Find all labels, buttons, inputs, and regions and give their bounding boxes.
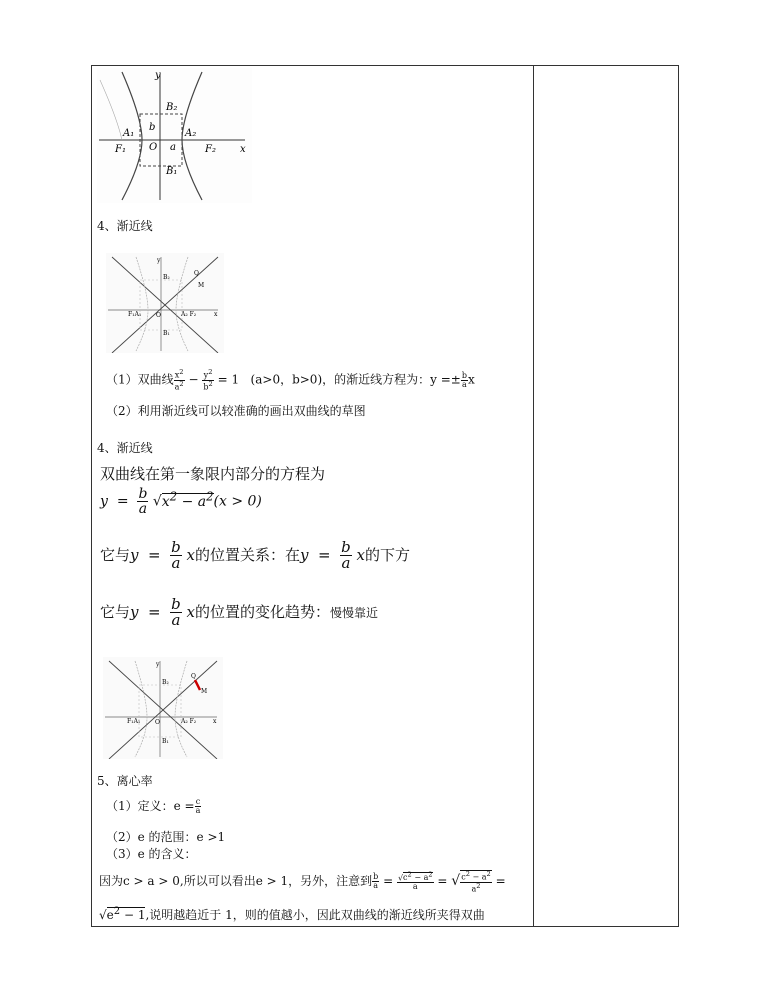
fig1-label-F1: F₁ <box>115 144 126 155</box>
fig1-label-F2: F₂ <box>205 144 216 155</box>
section-5-item-3: （3）e 的含义： <box>106 847 197 861</box>
fig2-label-F1A1: F₁A₁ <box>128 311 142 318</box>
asymptote-figure-1 <box>106 253 224 353</box>
fig3-label-M: M <box>201 688 208 695</box>
hyperbola-figure-1 <box>97 68 252 203</box>
section-4b-heading: 4、渐近线 <box>97 441 153 455</box>
fig3-label-B2: B₂ <box>162 679 169 686</box>
section-5-item-1: （1）定义：e = $\frac{c}{a}$ <box>106 797 201 815</box>
table-column-divider <box>533 65 534 927</box>
section-4a-heading: 4、渐近线 <box>97 219 153 233</box>
fig2-label-A2F2: A₂ F₂ <box>181 311 197 318</box>
section-4a-item-1: （1）双曲线 $\frac{x^2}{a^2}$ − $\frac{y^2}{b^2}$ = 1 (a>0，b>0)，的渐近线方程为：y =± $\frac{b}{a}$ x <box>106 368 475 392</box>
fig3-label-Q: Q <box>191 673 196 680</box>
fig1-label-y: y <box>155 70 161 81</box>
fig1-label-x: x <box>240 144 246 155</box>
fig2-label-O: O <box>156 312 161 319</box>
section-5-heading: 5、离心率 <box>97 774 153 788</box>
fig3-label-x: x <box>213 718 217 725</box>
fig2-label-B2: B₂ <box>163 274 170 281</box>
section-5-line-b: $√e^2 - 1$,说明越趋近于 1，则的值越小，因此双曲线的渐近线所夹得双曲 <box>99 906 485 922</box>
fig2-label-Q: Q <box>194 270 199 277</box>
first-quadrant-equation: y = $\frac{b}{a}$ $√x^2 - a^2(x > 0)$ <box>100 486 262 517</box>
fig3-label-A2F2: A₂ F₂ <box>181 718 197 725</box>
fig1-label-A2: A₂ <box>185 128 197 139</box>
fig1-label-B2: B₂ <box>166 102 178 113</box>
fig1-label-B1: B₁ <box>166 166 178 177</box>
fig2-label-M: M <box>198 282 205 289</box>
fig1-label-A1: A₁ <box>123 128 135 139</box>
section-4b-line-4: 它与y = $\frac{b}{a}$ x的位置的变化趋势：慢慢靠近 <box>100 595 379 629</box>
section-4b-line-1: 双曲线在第一象限内部分的方程为 <box>100 465 326 483</box>
fig1-label-O: O <box>149 142 158 153</box>
section-5-item-2: （2）e 的范围：e >1 <box>106 830 226 844</box>
fig2-label-y: y <box>157 257 161 264</box>
section-4b-line-3: 它与y = $\frac{b}{a}$ x的位置关系：在y = $\frac{b}{a}$ x的下方 <box>100 538 411 572</box>
fig1-label-a: a <box>170 142 176 153</box>
fig3-label-O: O <box>155 719 160 726</box>
fig2-label-B1: B₁ <box>163 330 170 337</box>
fig3-label-y: y <box>156 661 160 668</box>
fig1-label-b: b <box>149 122 156 133</box>
fig3-label-F1A1: F₁A₁ <box>127 718 141 725</box>
fig3-label-B1: B₁ <box>162 738 169 745</box>
asymptote-figure-2 <box>103 657 223 759</box>
fig2-label-x: x <box>214 311 218 318</box>
section-4a-item-2: （2）利用渐近线可以较准确的画出双曲线的草图 <box>106 404 366 418</box>
section-5-line-a: 因为c > a > 0,所以可以看出e > 1，另外，注意到 $\frac{b}{a}$ = $\frac{√c^2 - a^2}{a}$ = √ $\frac{c^2 - a^2}{a^2}$ = <box>99 870 506 894</box>
